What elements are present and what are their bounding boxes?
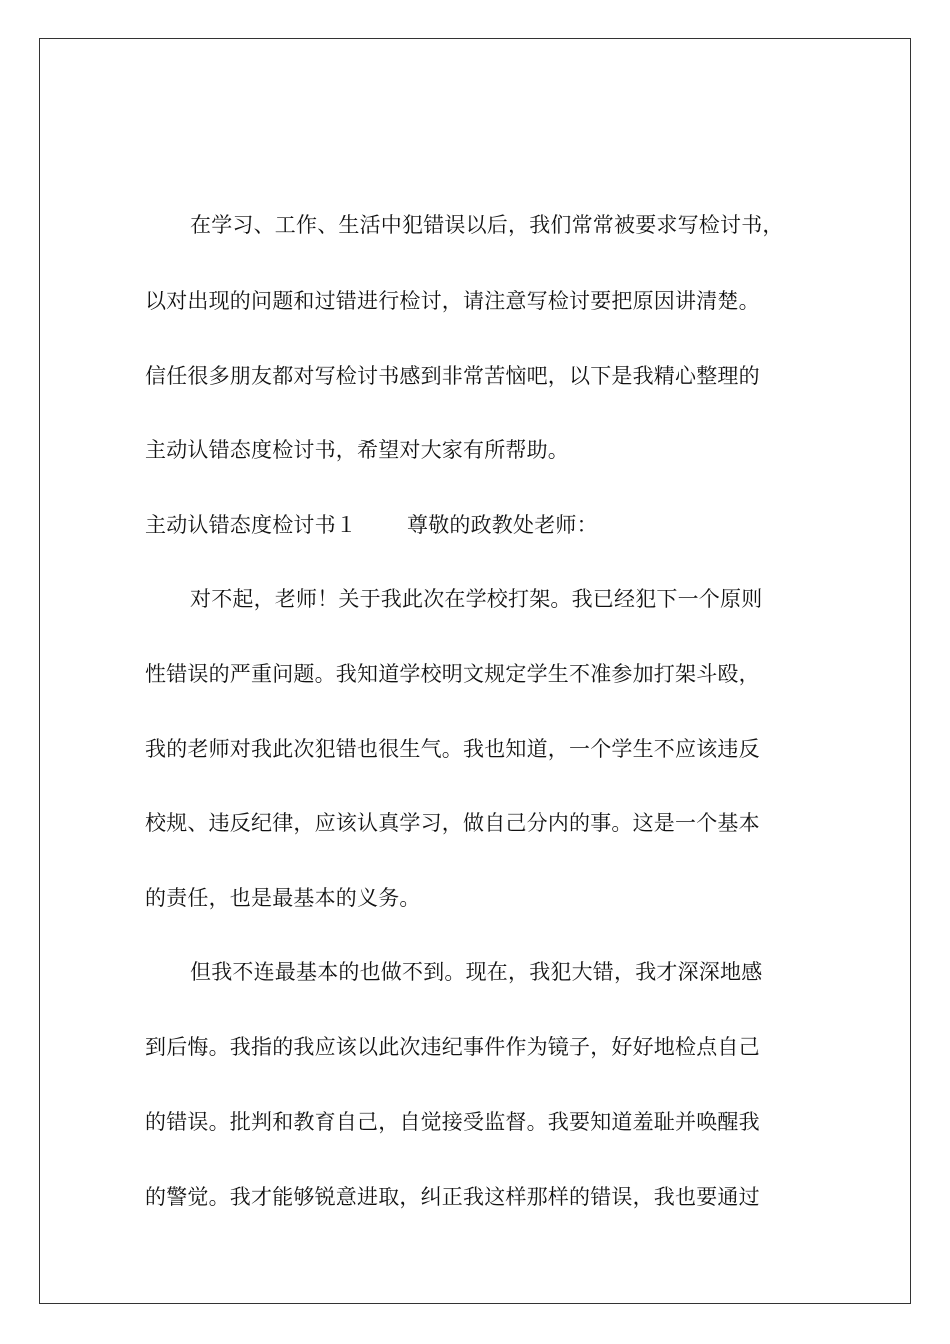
paragraph1-line-5: 的责任，也是最基本的义务。	[145, 886, 421, 910]
paragraph2-line-2: 到后悔。我指的我应该以此次违纪事件作为镜子，好好地检点自己	[145, 1035, 760, 1059]
paragraph2-line-1: 但我不连最基本的也做不到。现在，我犯大错，我才深深地感	[190, 960, 763, 984]
section-heading-row	[145, 513, 598, 537]
intro-line-2: 以对出现的问题和过错进行检讨，请注意写检讨要把原因讲清楚。	[145, 289, 760, 313]
paragraph1-line-2: 性错误的严重问题。我知道学校明文规定学生不准参加打架斗殴，	[145, 662, 760, 686]
salutation: 尊敬的政教处老师：	[407, 513, 598, 537]
section-title: 主动认错态度检讨书１	[145, 513, 357, 537]
paragraph1-line-3: 我的老师对我此次犯错也很生气。我也知道，一个学生不应该违反	[145, 737, 760, 761]
paragraph1-line-4: 校规、违反纪律，应该认真学习，做自己分内的事。这是一个基本	[145, 811, 760, 835]
paragraph1-line-1: 对不起，老师！关于我此次在学校打架。我已经犯下一个原则	[190, 587, 763, 611]
intro-line-4: 主动认错态度检讨书，希望对大家有所帮助。	[145, 438, 569, 462]
intro-line-3: 信任很多朋友都对写检讨书感到非常苦恼吧，以下是我精心整理的	[145, 364, 760, 388]
intro-line-1: 在学习、工作、生活中犯错误以后，我们常常被要求写检讨书，	[190, 213, 784, 237]
paragraph2-line-3: 的错误。批判和教育自己，自觉接受监督。我要知道羞耻并唤醒我	[145, 1110, 760, 1134]
paragraph2-line-4: 的警觉。我才能够锐意进取，纠正我这样那样的错误，我也要通过	[145, 1185, 760, 1209]
